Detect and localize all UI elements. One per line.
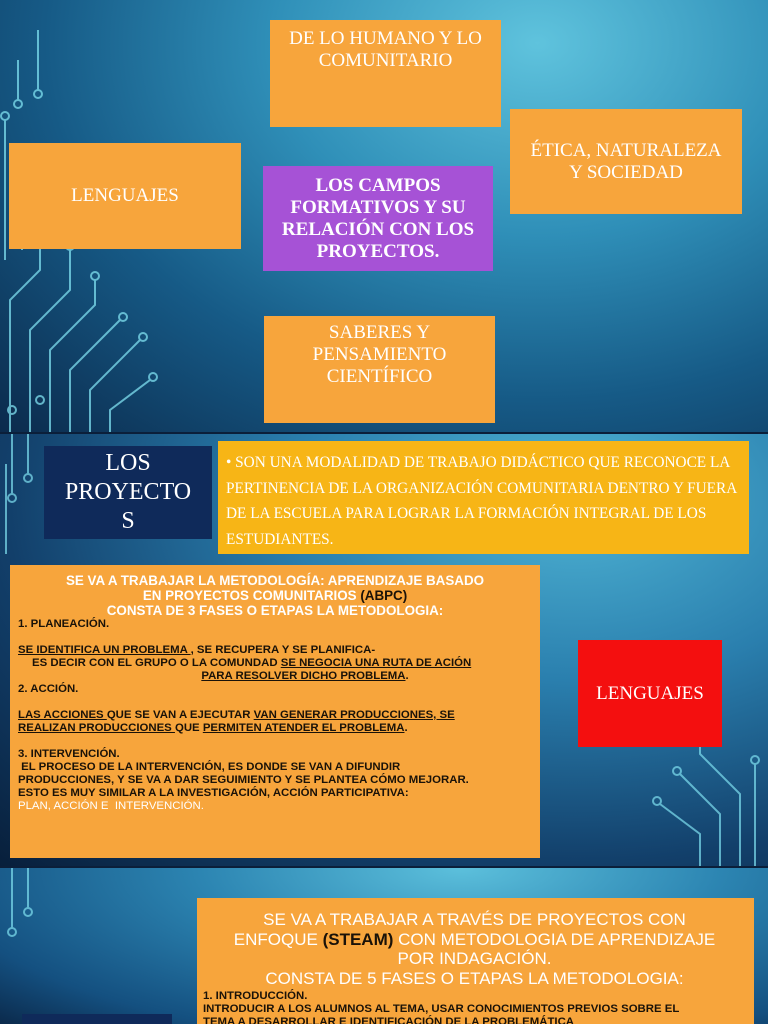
campo-saberes-box bbox=[264, 316, 495, 423]
campo-humano-box bbox=[270, 20, 501, 127]
campo-lenguajes-text: LENGUAJES bbox=[71, 185, 179, 206]
campos-title-text: LOS CAMPOS FORMATIVOS Y SU RELACIÓN CON LOS PROYECTOS bbox=[281, 174, 475, 262]
phase3-line3: ESTO ES MUY SIMILAR A LA INVESTIGACIÓN, ACCIÓN PARTICIPATIVA: bbox=[18, 787, 409, 799]
phase1-dot: . bbox=[405, 670, 409, 682]
abpc-head-line2: EN PROYECTOS COMUNITARIOS bbox=[142, 588, 361, 603]
campos-title-box bbox=[263, 166, 493, 271]
phase2-que: QUE bbox=[174, 722, 203, 734]
abpc-head-line3: CONSTA DE 3 FASES O ETAPAS LA METODOLOGIA: bbox=[106, 603, 444, 618]
abpc-head-line1: SE VA A TRABAJAR LA METODOLOGÍA: APRENDIZAJE BASADO bbox=[65, 573, 485, 588]
abpc-acronym: (ABPC) bbox=[360, 588, 408, 603]
campo-etica-text: ÉTICA, NATURALEZA Y SOCIEDAD bbox=[530, 139, 722, 183]
proyectos-title-line3: S bbox=[121, 508, 135, 534]
steam-phase1-line2: TEMA A DESARROLLAR E IDENTIFICACIÓN DE LA PROBLEMÁTICA bbox=[203, 1016, 575, 1024]
steam-title-box-partial bbox=[22, 1014, 172, 1024]
phase3-line1: EL PROCESO DE LA INTERVENCIÓN, ES DONDE SE VAN A DIFUNDIR bbox=[18, 761, 401, 773]
campo-humano-text: DE LO HUMANO Y LO COMUNITARIO bbox=[289, 28, 482, 71]
lenguajes-red-box bbox=[578, 640, 722, 747]
phase2-atender: PERMITEN ATENDER EL PROBLEMA bbox=[202, 722, 405, 734]
proyectos-definition-text: • SON UNA MODALIDAD DE TRABAJO DIDÁCTICO QUE RECONOCE LA PERTINENCIA DE LA ORGANIZACIÓN COMUNITARIA DENTRO Y FUERA DE LA ESCUELA PARA LOGRAR LA FORMACIÓN INTEGRAL DE LOS ESTUDIANTES. bbox=[226, 454, 737, 548]
campo-etica-box bbox=[510, 109, 742, 214]
phase2-realizan: REALIZAN PRODUCCIONES bbox=[18, 722, 175, 734]
proyectos-definition-box bbox=[218, 441, 749, 554]
slide-steam bbox=[0, 868, 768, 1024]
proyectos-title-line1: LOS bbox=[105, 450, 151, 476]
slide-campos-formativos bbox=[0, 0, 768, 432]
steam-head-line3: POR INDAGACIÓN. bbox=[397, 949, 552, 968]
proyectos-title-box bbox=[44, 446, 212, 539]
steam-phase1-line1: INTRODUCIR A LOS ALUMNOS AL TEMA, USAR CONOCIMIENTOS PREVIOS SOBRE EL bbox=[203, 1003, 680, 1015]
phase1-resolve: PARA RESOLVER DICHO PROBLEMA bbox=[201, 670, 406, 682]
campo-saberes-text: SABERES Y PENSAMIENTO CIENTÍFICO bbox=[312, 322, 447, 387]
steam-head-line1: SE VA A TRABAJAR A TRAVÉS DE PROYECTOS CON bbox=[263, 910, 686, 929]
phase1-text-a: , SE RECUPERA Y SE PLANIFICA- bbox=[190, 644, 376, 656]
phase2-title: 2. ACCIÓN. bbox=[18, 683, 79, 695]
slide-proyectos bbox=[0, 434, 768, 866]
abpc-method-box bbox=[10, 565, 540, 858]
phase1-problem: SE IDENTIFICA UN PROBLEMA bbox=[18, 644, 191, 656]
proyectos-title-line2: PROYECTO bbox=[64, 479, 192, 505]
phase2-text-a: QUE SE VAN A EJECUTAR bbox=[106, 709, 254, 721]
phase2-acciones: LAS ACCIONES bbox=[18, 709, 107, 721]
campos-title-dot: . bbox=[434, 240, 440, 262]
phase2-dot: . bbox=[404, 722, 408, 734]
campo-lenguajes-box bbox=[9, 143, 241, 249]
steam-phase1-title: 1. INTRODUCCIÓN. bbox=[203, 990, 308, 1002]
steam-head-metodologia: CON METODOLOGIA DE APRENDIZAJE bbox=[393, 929, 716, 949]
phase1-title: 1. PLANEACIÓN. bbox=[18, 618, 110, 630]
phase3-line2: PRODUCCIONES, Y SE VA A DAR SEGUIMIENTO Y SE PLANTEA CÓMO MEJORAR. bbox=[18, 774, 469, 786]
lenguajes-red-text: LENGUAJES bbox=[596, 682, 704, 704]
steam-acronym: (STEAM) bbox=[322, 929, 394, 949]
steam-head-enfoque: ENFOQUE bbox=[233, 929, 323, 949]
phase2-generar: VAN GENERAR PRODUCCIONES, SE bbox=[253, 709, 455, 721]
phase3-title: 3. INTERVENCIÓN. bbox=[18, 748, 120, 760]
phase1-route: SE NEGOCIA UNA RUTA DE ACIÓN bbox=[280, 657, 472, 669]
steam-method-box bbox=[197, 898, 754, 1024]
steam-head-line4: CONSTA DE 5 FASES O ETAPAS LA METODOLOGIA: bbox=[265, 968, 684, 988]
phase3-line4: PLAN, ACCIÓN E INTERVENCIÓN. bbox=[18, 800, 204, 812]
phase1-text-b: ES DECIR CON EL GRUPO O LA COMUNDAD bbox=[32, 657, 281, 669]
